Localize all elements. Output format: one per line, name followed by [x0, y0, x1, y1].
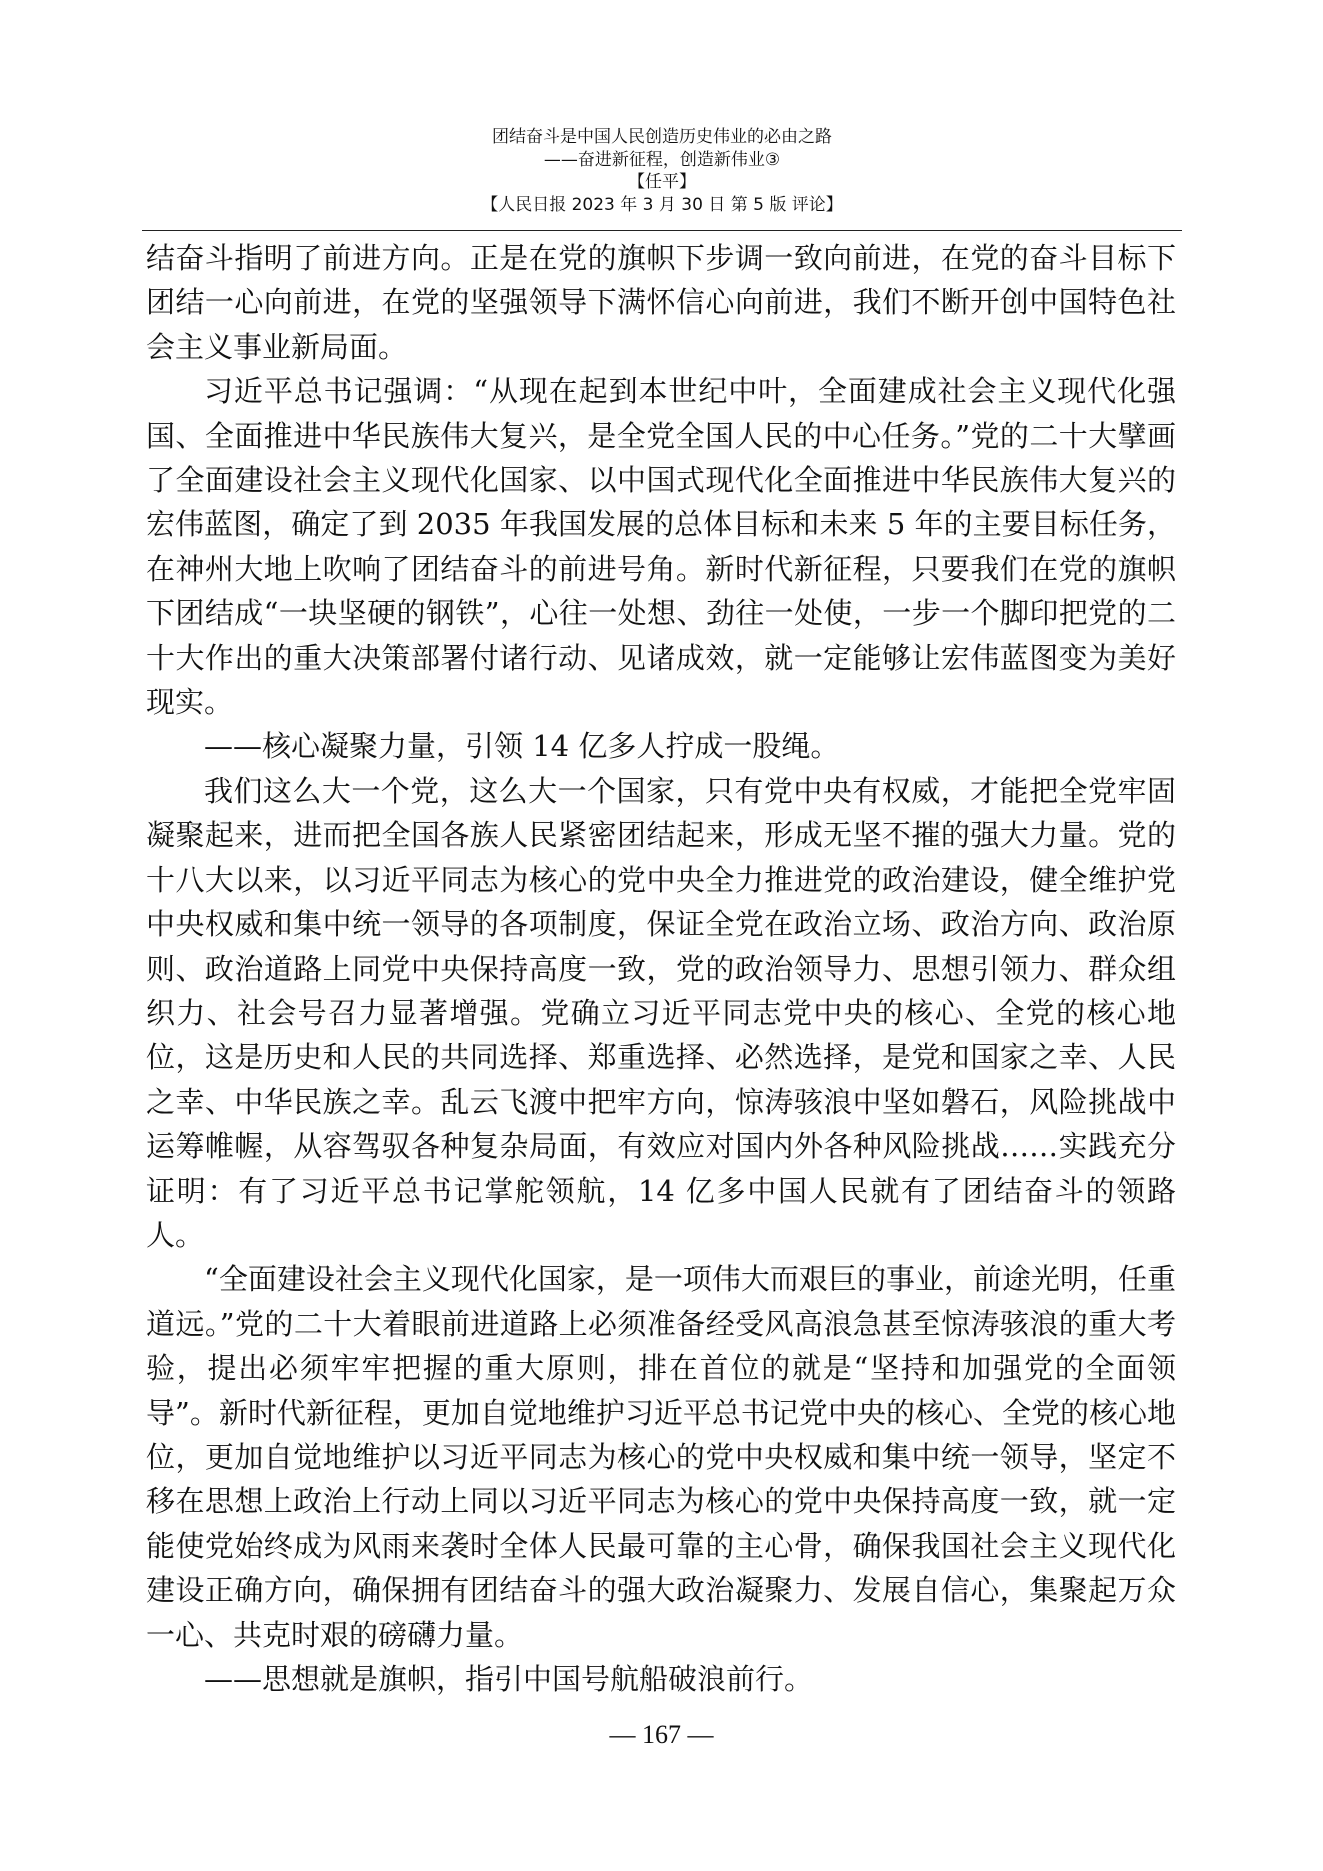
paragraph: “全面建设社会主义现代化国家，是一项伟大而艰巨的事业，前途光明，任重道远。”党的二十大着眼前进道路上必须准备经受风高浪急甚至惊涛骇浪的重大考验，提出必须牢牢把握的重大原则，排在首位的就是“坚持和加强党的全面领导”。新时代新征程，更加自觉地维护习近平总书记党中央的核心、全党的核心地位，更加自觉地维护以习近平同志为核心的党中央权威和集中统一领导，坚定不移在思想上政治上行动上同以习近平同志为核心的党中央保持高度一致，就一定能使党始终成为风雨来袭时全体人民最可靠的主心骨，确保我国社会主义现代化建设正确方向，确保拥有团结奋斗的强大政治凝聚力、发展自信心，集聚起万众一心、共克时艰的磅礴力量。: [146, 1262, 1176, 1652]
article-header: [142, 126, 1182, 216]
page-number: — 167 —: [609, 1720, 714, 1749]
article-author: 【任平】: [628, 172, 696, 192]
header-divider: [142, 230, 1182, 231]
article-subtitle: ——奋进新征程，创造新伟业③: [543, 149, 781, 170]
article-source: 【人民日报 2023 年 3 月 30 日 第 5 版 评论】: [481, 194, 843, 215]
section-heading: ——核心凝聚力量，引领 14 亿多人拧成一股绳。: [204, 729, 840, 764]
paragraph: 我们这么大一个党，这么大一个国家，只有党中央有权威，才能把全党牢固凝聚起来，进而把全国各族人民紧密团结起来，形成无坚不摧的强大力量。党的十八大以来，以习近平同志为核心的党中央全力推进党的政治建设，健全维护党中央权威和集中统一领导的各项制度，保证全党在政治立场、政治方向、政治原则、政治道路上同党中央保持高度一致，党的政治领导力、思想引领力、群众组织力、社会号召力显著增强。党确立习近平同志党中央的核心、全党的核心地位，这是历史和人民的共同选择、郑重选择、必然选择，是党和国家之幸、人民之幸、中华民族之幸。乱云飞渡中把牢方向，惊涛骇浪中坚如磐石，风险挑战中运筹帷幄，从容驾驭各种复杂局面，有效应对国内外各种风险挑战……实践充分证明：有了习近平总书记掌舵领航，14 亿多中国人民就有了团结奋斗的领路人。: [146, 773, 1176, 1252]
section-heading: ——思想就是旗帜，指引中国号航船破浪前行。: [204, 1662, 814, 1696]
article-body: [146, 236, 1176, 1701]
paragraph: 习近平总书记强调：“从现在起到本世纪中叶，全面建成社会主义现代化强国、全面推进中华民族伟大复兴，是全党全国人民的中心任务。”党的二十大擘画了全面建设社会主义现代化国家、以中国式现代化全面推进中华民族伟大复兴的宏伟蓝图，确定了到 2035 年我国发展的总体目标和未来 5 年的主要目标任务，在神州大地上吹响了团结奋斗的前进号角。新时代新征程，只要我们在党的旗帜下团结成“一块坚硬的钢铁”，心往一处想、劲往一处使，一步一个脚印把党的二十大作出的重大决策部署付诸行动、见诸成效，就一定能够让宏伟蓝图变为美好现实。: [146, 374, 1176, 720]
paragraph-continuation: 结奋斗指明了前进方向。正是在党的旗帜下步调一致向前进，在党的奋斗目标下团结一心向前进，在党的坚强领导下满怀信心向前进，我们不断开创中国特色社会主义事业新局面。: [146, 241, 1176, 364]
article-title: 团结奋斗是中国人民创造历史伟业的必由之路: [492, 127, 832, 147]
